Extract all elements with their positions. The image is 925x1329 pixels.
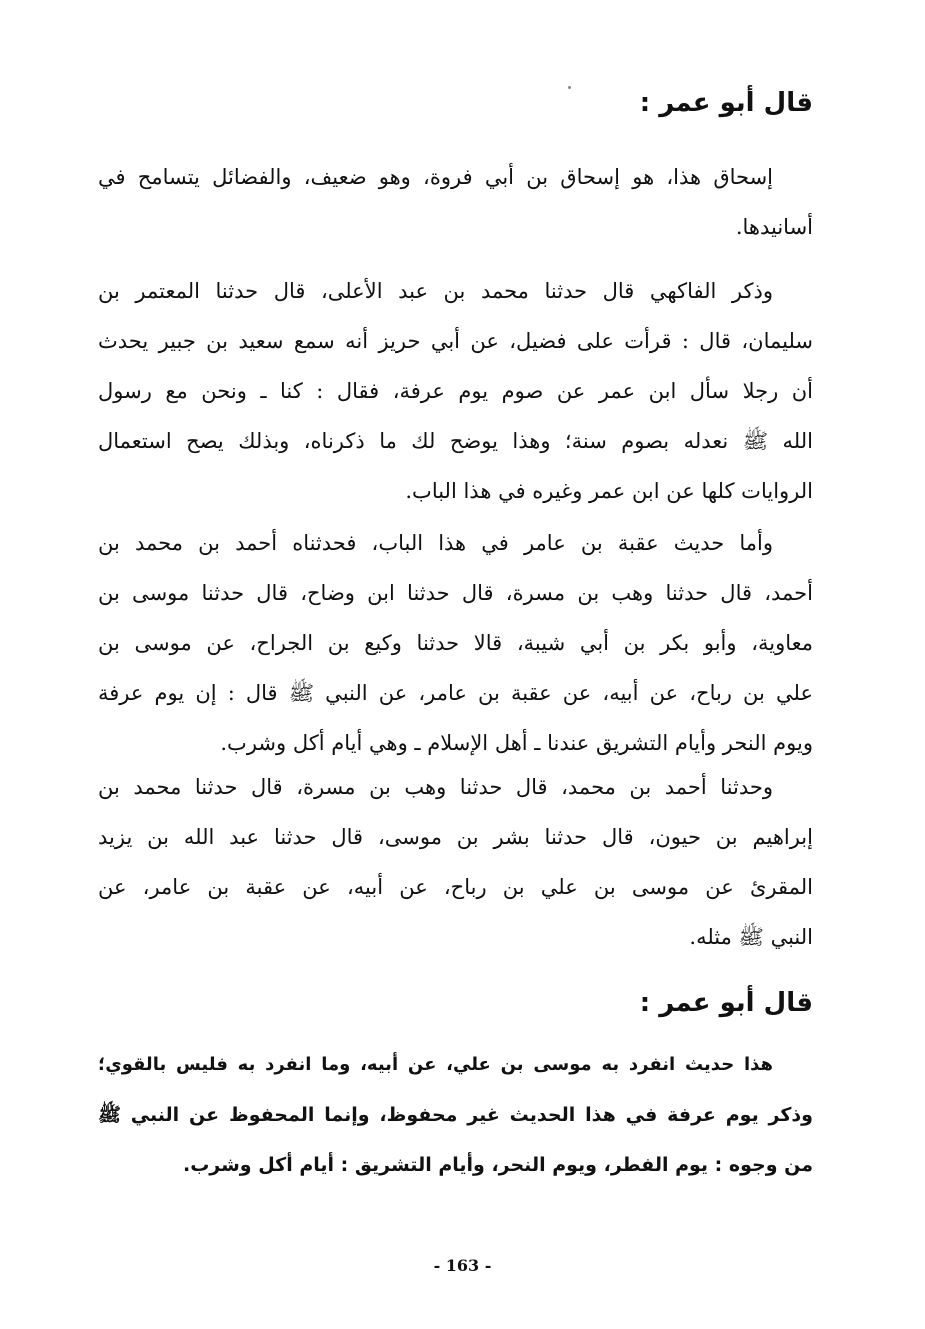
- paragraph-line: وذكر الفاكهي قال حدثنا محمد بن عبد الأعلى، قال حدثنا المعتمر بن: [98, 279, 773, 303]
- scan-speck: [568, 86, 571, 89]
- paragraph-line: من وجوه : يوم الفطر، ويوم النحر، وأيام التشريق : أيام أكل وشرب.: [182, 1154, 813, 1176]
- paragraph-line: النبي ﷺ مثله.: [689, 925, 813, 949]
- paragraph-line: إسحاق هذا، هو إسحاق بن أبي فروة، وهو ضعيف، والفضائل يتسامح في: [98, 165, 773, 189]
- paragraph: [98, 762, 813, 962]
- paragraph-line: ويوم النحر وأيام التشريق عندنا ـ أهل الإسلام ـ وهي أيام أكل وشرب.: [220, 731, 813, 755]
- paragraph-line: وذكر يوم عرفة في هذا الحديث غير محفوظ، وإنما المحفوظ عن النبي ﷺ: [98, 1104, 813, 1126]
- paragraph-line: أن رجلا سأل ابن عمر عن صوم يوم عرفة، فقال : كنا ـ ونحن مع رسول: [98, 379, 813, 403]
- section-heading: قال أبو عمر :: [639, 88, 813, 118]
- paragraph-line: وحدثنا أحمد بن محمد، قال حدثنا وهب بن مسرة، قال حدثنا محمد بن: [98, 775, 773, 799]
- paragraph: [98, 1040, 813, 1190]
- paragraph-line: سليمان، قال : قرأت على فضيل، عن أبي حريز أنه سمع سعيد بن جبير يحدث: [98, 329, 813, 353]
- paragraph-line: وأما حديث عقبة بن عامر في هذا الباب، فحدثناه أحمد بن محمد بن: [98, 531, 773, 555]
- paragraph-line: علي بن رباح، عن أبيه، عن عقبة بن عامر، عن النبي ﷺ قال : إن يوم عرفة: [98, 681, 813, 705]
- paragraph-line: الله ﷺ نعدله بصوم سنة؛ وهذا يوضح لك ما ذكرناه، وبذلك يصح استعمال: [98, 429, 813, 453]
- paragraph-line: المقرئ عن موسى بن علي بن رباح، عن أبيه، عن عقبة بن عامر، عن: [98, 875, 813, 899]
- paragraph: [98, 152, 813, 252]
- paragraph: [98, 266, 813, 516]
- page-number: - 163 -: [433, 1256, 492, 1275]
- paragraph-line: أسانيدها.: [735, 215, 813, 239]
- paragraph-line: أحمد، قال حدثنا وهب بن مسرة، قال حدثنا ابن وضاح، قال حدثنا موسى بن: [98, 581, 813, 605]
- paragraph-line: هذا حديث انفرد به موسى بن علي، عن أبيه، وما انفرد به فليس بالقوي؛: [98, 1054, 773, 1075]
- paragraph-line: الروايات كلها عن ابن عمر وغيره في هذا الباب.: [405, 479, 813, 503]
- paragraph-line: معاوية، وأبو بكر بن أبي شيبة، قالا حدثنا وكيع بن الجراح، عن موسى بن: [98, 631, 813, 655]
- section-heading: قال أبو عمر :: [639, 988, 813, 1018]
- paragraph-line: إبراهيم بن حيون، قال حدثنا بشر بن موسى، قال حدثنا عبد الله بن يزيد: [98, 825, 813, 849]
- paragraph: [98, 518, 813, 768]
